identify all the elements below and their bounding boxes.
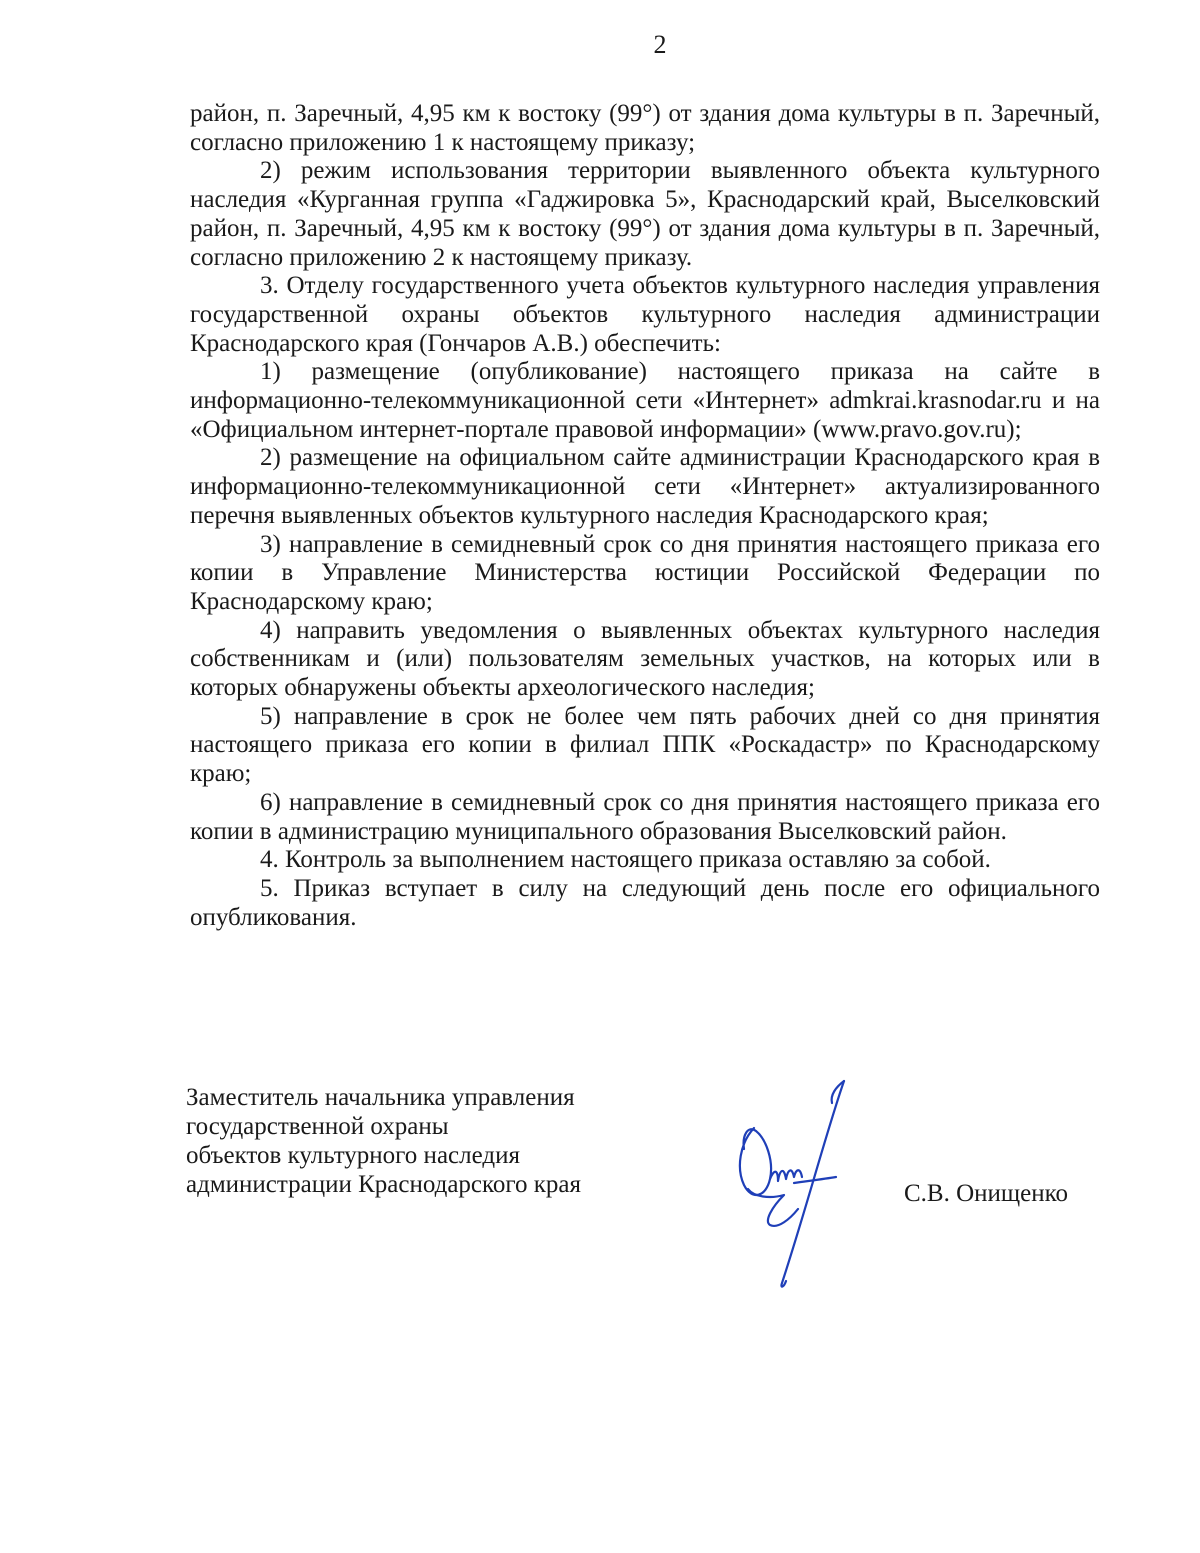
document-body xyxy=(190,100,1100,932)
signer-title xyxy=(186,1083,646,1199)
handwritten-signature xyxy=(714,1073,874,1303)
signature-block xyxy=(186,1083,1106,1323)
signer-title-line: Заместитель начальника управления xyxy=(186,1084,575,1111)
page-number: 2 xyxy=(653,30,667,59)
paragraph-subitem-6-municipal-copy: 6) направление в семидневный срок со дня принятия настоящего приказа его копии в администрацию муниципального образования Выселковский район. xyxy=(190,788,1100,845)
paragraph-subitem-4-notifications: 4) направить уведомления о выявленных объектах культурного наследия собственникам и (или) пользователям земельных участков, на которых или в которых обнаружены объекты археологического наследия; xyxy=(190,616,1100,702)
signer-title-line: объектов культурного наследия xyxy=(186,1142,520,1169)
paragraph-item-4-control: 4. Контроль за выполнением настоящего приказа оставляю за собой. xyxy=(260,846,991,874)
signer-name: С.В. Онищенко xyxy=(904,1180,1069,1207)
signer-title-line: государственной охраны xyxy=(186,1113,449,1140)
paragraph-subitem-3-ministry-copy: 3) направление в семидневный срок со дня принятия настоящего приказа его копии в Управление Министерства юстиции Российской Федерации по Краснодарскому краю; xyxy=(190,530,1100,615)
paragraph-item-3-department: 3. Отделу государственного учета объектов культурного наследия управления государственной охраны объектов культурного наследия администрации Краснодарского края (Гончаров А.В.) обеспечить: xyxy=(190,272,1100,357)
paragraph-subitem-2-official-site: 2) размещение на официальном сайте администрации Краснодарского края в информационно-телекоммуникационной сети «Интернет» актуализированного перечня выявленных объектов культурного наследия Краснодарского края; xyxy=(190,444,1100,529)
signer-title-line: администрации Краснодарского края xyxy=(186,1171,582,1198)
paragraph-item-5-effective-date: 5. Приказ вступает в силу на следующий день после его официального опубликования. xyxy=(190,874,1100,931)
paragraph-subitem-1-publication: 1) размещение (опубликование) настоящего приказа на сайте в информационно-телекоммуникационной сети «Интернет» admkrai.krasnodar.ru и на «Официальном интернет-портале правовой информации» (www.pravo.gov.ru); xyxy=(190,358,1100,443)
paragraph-item-2-regime: 2) режим использования территории выявленного объекта культурного наследия «Курганная группа «Гаджировка 5», Краснодарский край, Выселковский район, п. Заречный, 4,95 км к востоку (99°) от здания дома культуры в п. Заречный, согласно приложению 2 к настоящему приказу. xyxy=(190,157,1100,271)
paragraph-subitem-5-roskadastr: 5) направление в срок не более чем пять рабочих дней со дня принятия настоящего приказа его копии в филиал ППК «Роскадастр» по Краснодарскому краю; xyxy=(190,702,1100,788)
paragraph-continuation: район, п. Заречный, 4,95 км к востоку (99°) от здания дома культуры в п. Заречный, согласно приложению 1 к настоящему приказу; xyxy=(190,100,1100,156)
